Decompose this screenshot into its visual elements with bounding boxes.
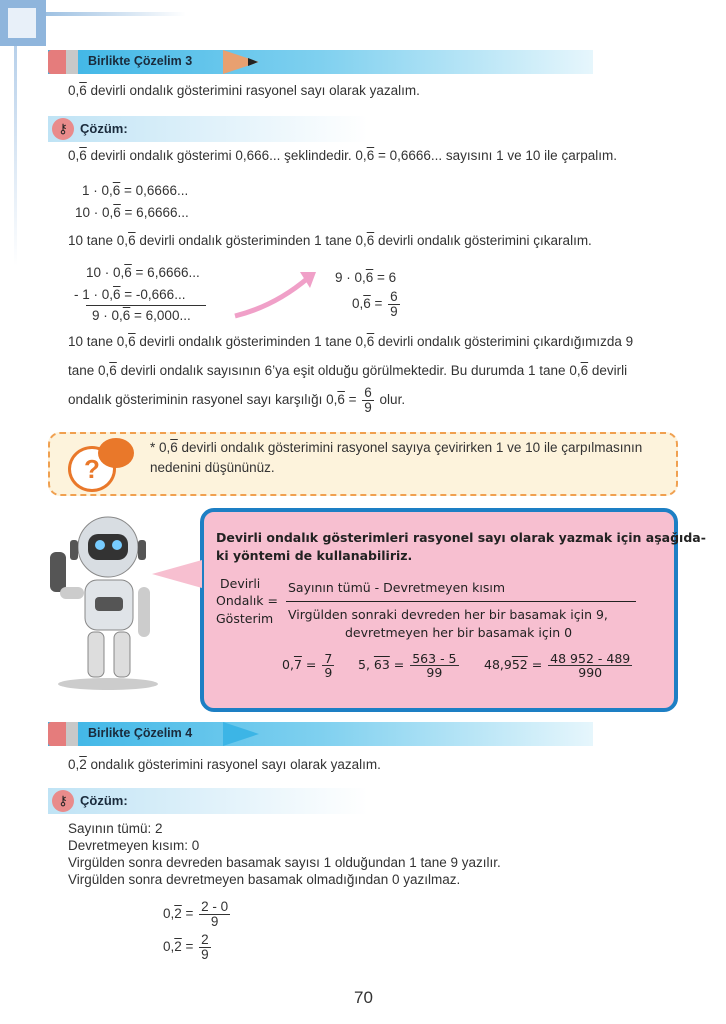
- repeating-digits: 7: [293, 657, 302, 673]
- paragraph-line: [68, 334, 633, 349]
- text-segment: = 0,6666... sayısını 1 ve 10 ile çarpalım.: [374, 148, 617, 163]
- repeating-digits: 6: [112, 183, 121, 198]
- key-icon: ⚷: [52, 118, 74, 140]
- fraction-denominator: 9: [364, 400, 372, 416]
- result-equation: [335, 270, 396, 285]
- text-segment: =: [301, 657, 321, 673]
- text-segment: = 6,6666...: [120, 205, 189, 220]
- fraction-equation: [163, 900, 232, 929]
- repeating-digits: 52: [511, 657, 528, 673]
- fraction-numerator: 2 - 0: [201, 899, 229, 914]
- text-segment: ondalık gösteriminin rasyonel sayı karşılığı 0,: [68, 392, 338, 408]
- paragraph-line: [68, 386, 405, 415]
- fraction-numerator: 48 952 - 489: [550, 651, 631, 666]
- subtraction-row: [74, 287, 185, 302]
- formula-bar: [286, 601, 636, 602]
- subtraction-row: [86, 265, 200, 280]
- formula-lhs: Gösterim: [216, 611, 274, 626]
- text-segment: devirli ondalık gösteriminden 1 tane 0,: [135, 233, 367, 248]
- repeating-digits: 2: [79, 757, 87, 772]
- text-segment: olur.: [375, 392, 406, 408]
- text-segment: * 0,: [150, 440, 171, 455]
- repeating-digits: 63: [373, 657, 390, 673]
- question-text: [150, 440, 642, 455]
- repeating-digits: 6: [363, 296, 371, 312]
- fraction-denominator: 990: [578, 665, 603, 681]
- key-icon: ⚷: [52, 790, 74, 812]
- repeating-digits: 6: [366, 148, 375, 163]
- text-segment: devirli: [588, 363, 628, 378]
- repeating-digits: 6: [109, 363, 117, 378]
- robot-illustration: [40, 512, 170, 692]
- result-equation: [352, 290, 402, 319]
- solution-line: Devretmeyen kısım: 0: [68, 838, 200, 853]
- arrow-icon: [230, 268, 320, 323]
- text-segment: 0,: [163, 906, 175, 922]
- fraction: [388, 290, 400, 319]
- text-segment: devirli ondalık gösteriminden 1 tane 0,: [135, 334, 367, 349]
- text-segment: 0,: [68, 757, 80, 772]
- prompt-text: [68, 83, 420, 98]
- formula-lhs: Ondalık =: [216, 593, 278, 608]
- fraction-denominator: 9: [390, 304, 398, 320]
- text-segment: =: [389, 657, 409, 673]
- text-segment: 0,: [282, 657, 294, 673]
- repeating-digits: 6: [113, 287, 121, 302]
- repeating-digits: 6: [366, 334, 375, 349]
- fraction-denominator: 9: [210, 914, 219, 930]
- fraction-numerator: 6: [390, 289, 398, 304]
- section-title: Birlikte Çözelim 3: [88, 54, 193, 68]
- formula-numerator: Sayının tümü - Devretmeyen kısım: [288, 580, 506, 595]
- formula-lhs: Devirli: [220, 576, 261, 591]
- text-segment: 0,: [68, 83, 80, 98]
- repeating-digits: 6: [365, 270, 374, 285]
- solution-header: [48, 116, 368, 142]
- solution-line: Virgülden sonra devretmeyen basamak olmadığından 0 yazılmaz.: [68, 872, 461, 887]
- solution-line: [68, 148, 617, 163]
- repeating-digits: 6: [79, 148, 87, 163]
- subtraction-line: [86, 305, 206, 306]
- paragraph-line: [68, 363, 627, 378]
- fraction: [410, 652, 458, 679]
- fraction: [199, 900, 230, 929]
- text-segment: devirli ondalık gösterimini rasyonel sayıya çevirirken 1 ve 10 ile çarpılmasının: [177, 440, 643, 455]
- text-segment: 0,: [352, 296, 364, 312]
- formula-denominator: devretmeyen her bir basamak için 0: [345, 625, 573, 640]
- fraction-numerator: 2: [201, 932, 209, 947]
- section-banner-4: [48, 722, 593, 746]
- question-text: nedenini düşününüz.: [150, 460, 275, 475]
- text-segment: devirli ondalık gösterimi 0,666... şeklindedir. 0,: [86, 148, 367, 163]
- fraction-numerator: 563 - 5: [412, 651, 457, 666]
- text-segment: = 6,000...: [130, 308, 191, 323]
- text-segment: =: [370, 296, 387, 312]
- tip-text: ki yöntemi de kullanabiliriz.: [216, 548, 413, 563]
- speech-bubble-icon: ?: [68, 446, 116, 492]
- side-rule: [14, 46, 17, 266]
- text-segment: 0,: [68, 148, 80, 163]
- repeating-digits: 6: [124, 265, 132, 280]
- text-segment: 5,: [358, 657, 374, 673]
- speech-bubble-back: [98, 438, 134, 468]
- fraction-numerator: 6: [364, 385, 372, 400]
- solution-line: Virgülden sonra devreden basamak sayısı 1 olduğundan 1 tane 9 yazılır.: [68, 855, 501, 870]
- text-segment: = 6: [373, 270, 397, 285]
- text-segment: 10 tane 0,: [68, 334, 129, 349]
- text-segment: = -0,666...: [120, 287, 186, 302]
- fraction: [199, 933, 211, 962]
- text-segment: devirli ondalık gösterimini çıkardığımızda 9: [374, 334, 634, 349]
- example: [358, 652, 461, 679]
- example: [484, 652, 634, 679]
- fraction-numerator: 7: [324, 651, 333, 666]
- fraction-denominator: 99: [426, 665, 443, 681]
- repeating-digits: 6: [113, 205, 121, 220]
- solution-label: Çözüm:: [80, 793, 128, 808]
- text-segment: =: [527, 657, 547, 673]
- example: [282, 652, 336, 679]
- text-segment: devirli ondalık gösterimini çıkaralım.: [374, 233, 592, 248]
- text-segment: tane 0,: [68, 363, 110, 378]
- fraction: [322, 652, 334, 679]
- subtraction-result: [92, 308, 191, 323]
- text-segment: - 1 · 0,: [74, 287, 114, 302]
- text-segment: = 6,6666...: [131, 265, 200, 280]
- text-segment: devirli ondalık gösterimini rasyonel sayı olarak yazalım.: [86, 83, 420, 98]
- fraction: [362, 386, 374, 415]
- text-segment: =: [181, 939, 198, 955]
- repeating-digits: 6: [79, 83, 87, 98]
- fraction-denominator: 9: [324, 665, 333, 681]
- text-segment: 48,9: [484, 657, 512, 673]
- repeating-digits: 6: [170, 440, 178, 455]
- equation: [75, 205, 189, 220]
- tip-pointer: [152, 560, 202, 588]
- prompt-text: [68, 757, 381, 772]
- repeating-digits: 6: [128, 233, 136, 248]
- repeating-digits: 6: [366, 233, 375, 248]
- page-number: 70: [354, 988, 373, 1007]
- solution-label: Çözüm:: [80, 121, 128, 136]
- text-segment: ondalık gösterimini rasyonel sayı olarak yazalım.: [86, 757, 381, 772]
- repeating-digits: 6: [580, 363, 589, 378]
- text-segment: 9 · 0,: [335, 270, 366, 285]
- text-segment: 10 tane 0,: [68, 233, 129, 248]
- repeating-digits: 6: [128, 334, 136, 349]
- text-segment: 1 · 0,: [82, 183, 113, 198]
- solution-line: [68, 233, 592, 248]
- text-segment: = 0,6666...: [120, 183, 189, 198]
- text-segment: 10 · 0,: [86, 265, 125, 280]
- section-banner-3: [48, 50, 593, 74]
- repeating-digits: 6: [337, 392, 345, 408]
- repeating-digits: 2: [174, 939, 182, 955]
- text-segment: =: [181, 906, 198, 922]
- equation: [82, 183, 188, 198]
- solution-header: [48, 788, 368, 814]
- formula-denominator: Virgülden sonraki devreden her bir basamak için 9,: [288, 607, 608, 622]
- text-segment: =: [344, 392, 361, 408]
- repeating-digits: 6: [122, 308, 131, 323]
- solution-line: Sayının tümü: 2: [68, 821, 163, 836]
- text-segment: devirli ondalık sayısının 6’ya eşit olduğu görülmektedir. Bu durumda 1 tane 0,: [116, 363, 581, 378]
- text-segment: 9 · 0,: [92, 308, 123, 323]
- repeating-digits: 2: [174, 906, 182, 922]
- fraction-denominator: 9: [201, 947, 209, 963]
- text-segment: 10 · 0,: [75, 205, 114, 220]
- section-title: Birlikte Çözelim 4: [88, 726, 193, 740]
- corner-inner-square: [8, 8, 36, 38]
- top-rule: [46, 12, 186, 16]
- fraction: [548, 652, 632, 679]
- fraction-equation: [163, 933, 213, 962]
- tip-text: Devirli ondalık gösterimleri rasyonel sayı olarak yazmak için aşağıda-: [216, 530, 706, 545]
- text-segment: 0,: [163, 939, 175, 955]
